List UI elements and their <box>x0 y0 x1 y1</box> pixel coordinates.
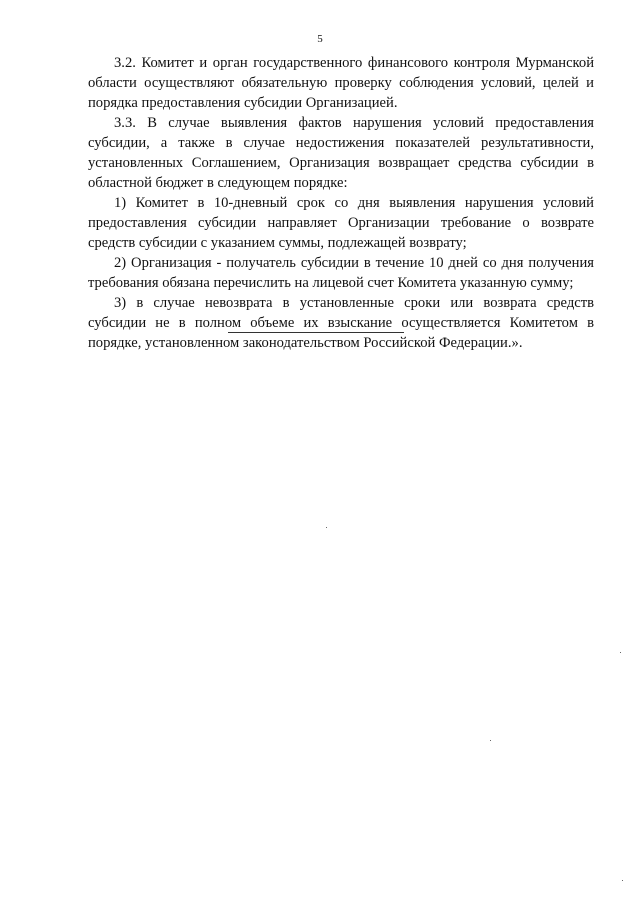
end-separator-line <box>228 332 404 333</box>
list-item-3: 3) в случае невозврата в установленные сроки или возврата средств субсидии не в полном объеме их взыскание осуществляется Комитетом в порядке, установленном законодательством Российской Федерации.». <box>88 295 594 351</box>
page-number: 5 <box>317 33 323 45</box>
document-body <box>88 53 594 353</box>
paragraph-3-2: 3.2. Комитет и орган государственного финансового контроля Мурманской области осуществляют обязательную проверку соблюдения условий, целей и порядка предоставления субсидии Организацией. <box>88 55 594 111</box>
scan-speck <box>622 880 623 881</box>
scan-speck <box>490 740 491 741</box>
scan-speck <box>326 527 327 528</box>
list-item-1: 1) Комитет в 10-дневный срок со дня выявления нарушения условий предоставления субсидии направляет Организации требование о возврате средств субсидии с указанием суммы, подлежащей возврату; <box>88 195 594 251</box>
list-item-2: 2) Организация - получатель субсидии в течение 10 дней со дня получения требования обязана перечислить на лицевой счет Комитета указанную сумму; <box>88 255 594 291</box>
paragraph-3-3: 3.3. В случае выявления фактов нарушения условий предоставления субсидии, а также в случае недостижения показателей результативности, установленных Соглашением, Организация возвращает средства субсидии в областной бюджет в следующем порядке: <box>88 115 594 191</box>
scan-speck <box>620 652 621 653</box>
